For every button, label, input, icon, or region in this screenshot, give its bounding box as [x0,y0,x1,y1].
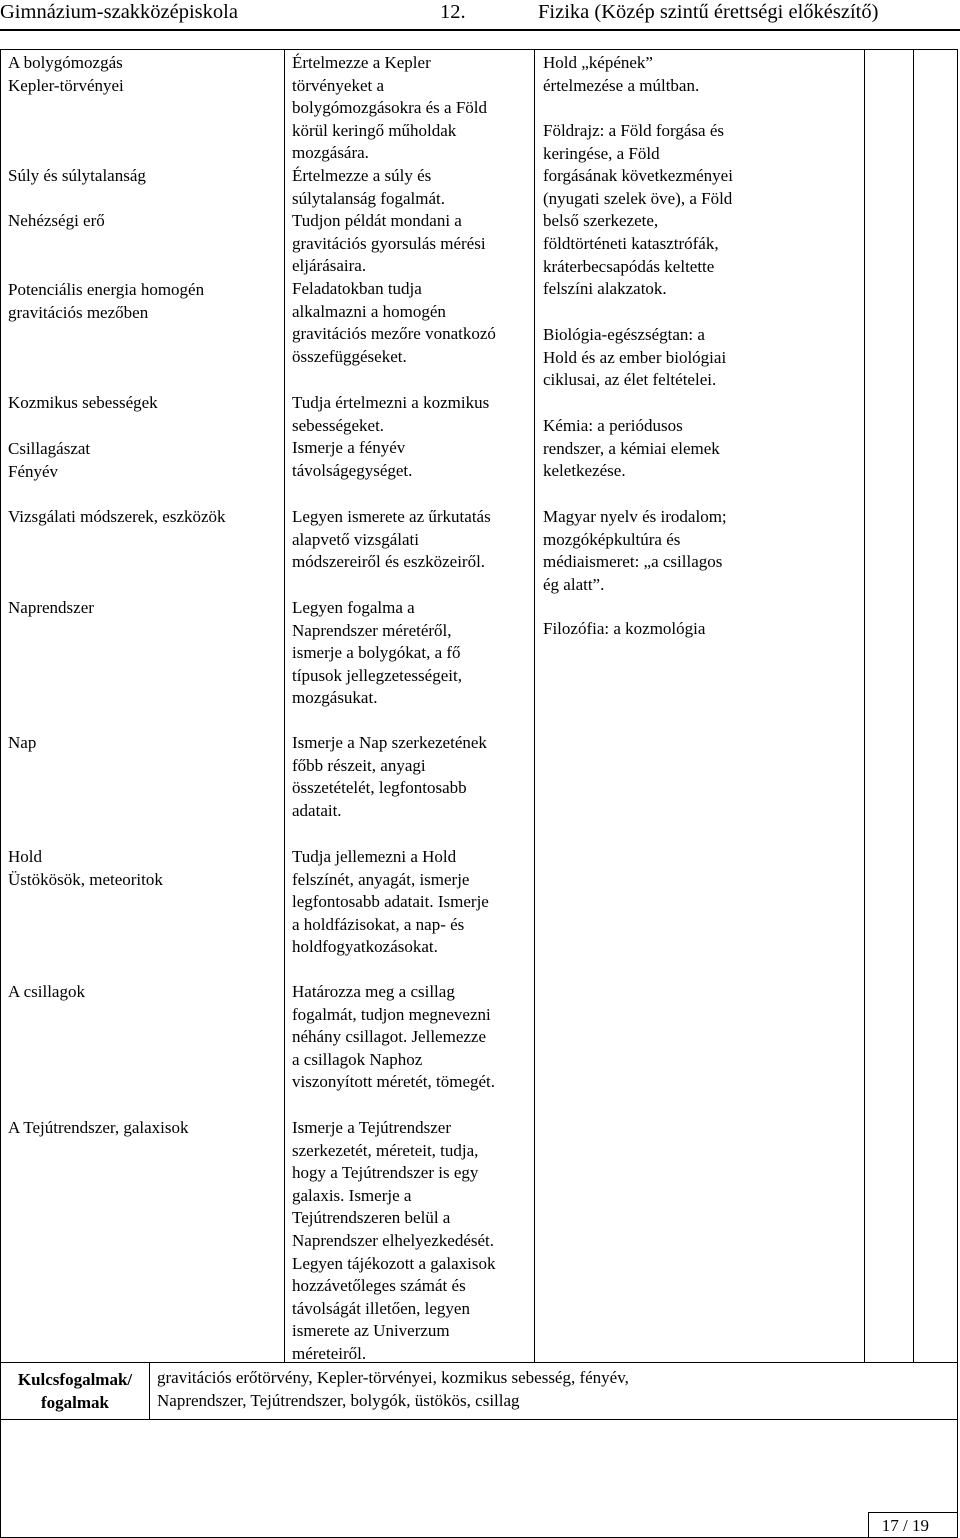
topic-item [8,165,278,188]
topic-item [8,981,278,1004]
requirement-line: Ismerje a Nap szerkezetének [292,733,487,752]
connection-line: Földrajz: a Föld forgása és [543,121,724,140]
connection-item [543,415,861,483]
key-label-line: Kulcsfogalmak/ [17,1370,133,1389]
requirement-line: Ismerje a Tejútrendszer [292,1118,451,1137]
topic-line: Hold [8,847,42,866]
connection-line: kráterbecsapódás keltette [543,256,715,276]
requirement-line: alapvető vizsgálati [292,529,419,549]
connection-line: Hold és az ember biológiai [543,347,727,367]
requirement-line: távolságegységet. [292,460,413,480]
page-number: 17 / 19 [881,1516,929,1535]
requirement-line: a holdfázisokat, a nap- és [292,914,465,934]
connection-line: ég alatt”. [543,574,605,594]
topic-item [8,438,278,483]
requirement-line: Legyen tájékozott a galaxisok [292,1253,496,1273]
requirement-line: törvényeket a [292,75,385,95]
subject-title: Fizika (Közép szintű érettségi előkészítő) [538,1,879,23]
connection-item [543,324,861,392]
requirement-line: körül keringő műholdak [292,120,457,140]
topic-line: Naprendszer [8,598,94,617]
requirement-line: ismerje a bolygókat, a fő [292,643,461,663]
grade-label: 12. [440,1,466,23]
requirement-item [292,1117,530,1366]
requirement-item [292,506,530,574]
requirement-line: típusok jellegzetességeit, [292,665,462,685]
column-divider [284,50,285,1362]
requirement-line: ismerete az Univerzum [292,1321,450,1341]
topic-line: Vizsgálati módszerek, eszközök [8,507,226,526]
requirement-line: módszereiről és eszközeiről. [292,552,486,572]
school-name: Gimnázium-szakközépiskola [0,1,238,23]
key-label-line: fogalmak [41,1393,109,1412]
connection-line: földtörténeti katasztrófák, [543,233,719,253]
connection-line: (nyugati szelek öve), a Föld [543,188,733,208]
requirement-item [292,52,530,368]
key-text-line: Naprendszer, Tejútrendszer, bolygók, üstökös, csillag [157,1391,520,1410]
connection-line: Hold „képének” [543,53,653,72]
connection-line: felszíni alakzatok. [543,279,667,299]
connection-line: Filozófia: a kozmológia [543,619,706,638]
topic-line: A csillagok [8,982,85,1001]
key-concepts-row [0,1362,958,1420]
requirement-line: Értelmezze a Kepler [292,53,431,72]
requirement-item [292,392,530,482]
connection-item [543,120,861,301]
topic-line: Csillagászat [8,439,91,458]
requirement-line: fogalmát, tudjon megnevezni [292,1004,491,1024]
requirement-line: hogy a Tejútrendszer is egy [292,1163,479,1183]
header-rule [0,29,960,31]
connection-line: belső szerkezete, [543,211,659,231]
key-concepts-label [1,1363,149,1419]
requirement-line: súlytalanság fogalmát. [292,188,445,208]
connection-line: Kémia: a periódusos [543,416,683,435]
requirement-item [292,846,530,959]
topic-item [8,210,278,233]
requirement-line: főbb részeit, anyagi [292,755,426,775]
requirement-line: alkalmazni a homogén [292,301,446,321]
requirement-line: holdfogyatkozásokat. [292,937,438,957]
column-divider [534,50,535,1362]
requirement-line: Feladatokban tudja [292,278,422,298]
connection-item [543,506,861,596]
connection-line: médiaismeret: „a csillagos [543,552,723,572]
requirement-line: adatait. [292,800,342,820]
requirement-line: galaxis. Ismerje a [292,1185,412,1205]
topic-item [8,52,278,97]
topic-line: Nap [8,733,37,752]
footer-rule [868,1512,869,1538]
connection-line: forgásának következményei [543,166,733,186]
column-divider [864,50,865,1362]
requirement-item [292,597,530,710]
requirement-line: Tudja jellemezni a Hold [292,847,457,866]
requirement-line: Legyen ismerete az űrkutatás [292,507,491,526]
connection-line: Biológia-egészségtan: a [543,325,705,344]
connection-line: értelmezése a múltban. [543,75,700,95]
requirement-line: méreteiről. [292,1343,367,1363]
requirement-line: bolygómozgásokra és a Föld [292,98,487,118]
column-divider [913,50,914,1362]
footer-rule [868,1512,958,1513]
connection-line: ciklusai, az élet feltételei. [543,370,717,390]
footer-box [0,1419,958,1538]
requirement-line: a csillagok Naphoz [292,1049,423,1069]
topic-item [8,506,278,529]
requirement-item [292,981,530,1094]
topic-item [8,732,278,755]
requirement-line: Határozza meg a csillag [292,982,455,1001]
topic-line: gravitációs mezőben [8,302,149,322]
connection-item [543,52,861,97]
topic-item [8,1117,278,1140]
requirement-line: Értelmezze a súly és [292,165,432,185]
topic-item [8,597,278,620]
key-concepts-text [157,1366,937,1412]
topic-line: A bolygómozgás [8,53,123,72]
topic-line: Fényév [8,461,59,481]
requirement-line: legfontosabb adatait. Ismerje [292,892,489,912]
requirement-item [292,732,530,822]
topic-item [8,279,278,324]
requirement-line: gravitációs gyorsulás mérési [292,233,486,253]
topic-item [8,846,278,891]
connection-line: keringése, a Föld [543,143,660,163]
topic-item [8,392,278,415]
requirement-line: távolságát illetően, legyen [292,1298,470,1318]
requirement-line: összetételét, legfontosabb [292,778,467,798]
connection-line: Magyar nyelv és irodalom; [543,507,727,526]
page-header [0,0,960,32]
requirement-line: szerkezetét, méreteit, tudja, [292,1140,479,1160]
requirement-line: Tudja értelmezni a kozmikus [292,393,490,412]
requirement-line: mozgására. [292,143,369,163]
requirement-line: eljárásaira. [292,256,367,276]
requirement-line: felszínét, anyagát, ismerje [292,869,470,889]
requirement-line: Tejútrendszeren belül a [292,1208,451,1228]
requirement-line: hozzávetőleges számát és [292,1276,466,1296]
requirement-line: Naprendszer méretéről, [292,620,452,640]
topic-line: Kepler-törvényei [8,75,124,95]
topic-line: Súly és súlytalanság [8,166,146,185]
requirement-line: Naprendszer elhelyezkedését. [292,1230,494,1250]
requirement-line: néhány csillagot. Jellemezze [292,1027,486,1047]
connection-item [543,618,861,641]
topic-line: Potenciális energia homogén [8,280,205,299]
requirement-line: gravitációs mezőre vonatkozó [292,324,496,344]
requirement-line: mozgásukat. [292,688,378,708]
topic-line: A Tejútrendszer, galaxisok [8,1118,189,1137]
requirement-line: viszonyított méretét, tömegét. [292,1072,496,1092]
connection-line: mozgóképkultúra és [543,529,681,549]
topic-line: Kozmikus sebességek [8,393,158,412]
requirement-line: sebességeket. [292,415,385,435]
connection-line: rendszer, a kémiai elemek [543,438,720,458]
key-divider [149,1363,150,1419]
requirement-line: Tudjon példát mondani a [292,211,462,231]
topic-line: Üstökösök, meteoritok [8,869,163,889]
requirement-line: Legyen fogalma a [292,598,415,617]
topic-line: Nehézségi erő [8,211,105,230]
key-text-line: gravitációs erőtörvény, Kepler-törvényei, kozmikus sebesség, fényév, [157,1368,629,1387]
connection-line: keletkezése. [543,461,626,481]
requirement-line: összefüggéseket. [292,346,407,366]
requirement-line: Ismerje a fényév [292,438,406,458]
